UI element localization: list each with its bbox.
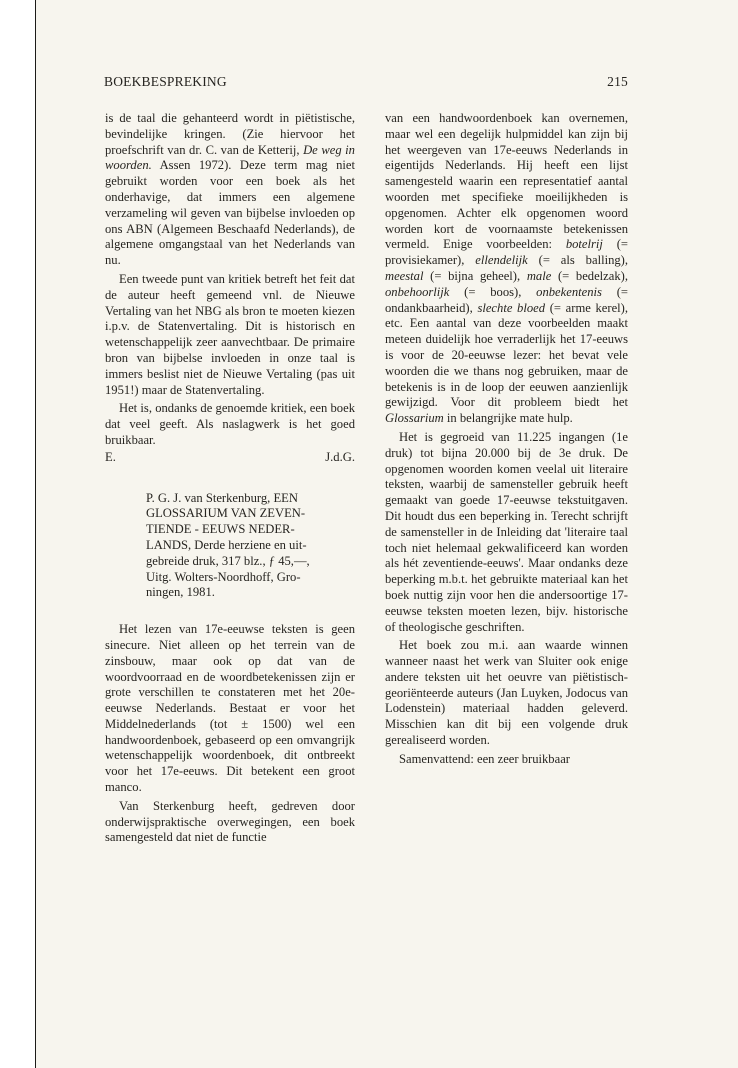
paragraph: Een tweede punt van kritiek betreft het feit dat de auteur heeft gemeend vnl. de Nieuwe Vertaling van het NBG als bron te moeten kiezen i.p.v. de Statenvertaling. Dit is historisch en wetenschappelijk zeer aanvechtbaar. De primaire bron van bijbelse invloeden in onze taal is immers beslist niet de Nieuwe Vertaling (pas uit 1951!) maar de Statenvertaling. xyxy=(105,271,355,397)
italic-term: onbehoorlijk xyxy=(385,284,450,299)
italic-term: De weg in woorden. xyxy=(105,142,355,173)
book-ref-line: ningen, 1981. xyxy=(146,585,215,600)
italic-term: ellendelijk xyxy=(475,253,528,268)
running-header xyxy=(104,74,628,94)
italic-term: male xyxy=(526,268,552,283)
reviewer-initials: J.d.G. xyxy=(325,449,355,464)
paragraph: Samenvattend: een zeer bruikbaar xyxy=(399,751,570,766)
paragraph: Het is, ondanks de genoemde kritiek, een boek dat veel geeft. Als naslagwerk is het goed bruikbaar. xyxy=(105,401,355,447)
book-reference xyxy=(146,491,356,602)
italic-term: Glossarium xyxy=(385,411,444,426)
paragraph: Van Sterkenburg heeft, gedreven door onderwijspraktische overwegingen, een boek samengesteld dat niet de functie xyxy=(105,798,355,845)
italic-term: meestal xyxy=(385,268,424,283)
page xyxy=(36,0,738,1068)
italic-term: onbekentenis xyxy=(536,284,602,299)
book-ref-line: GLOSSARIUM VAN ZEVEN- xyxy=(146,506,306,521)
paragraph: Het lezen van 17e-eeuwse teksten is geen sinecure. Niet alleen op het terrein van de zinsbouw, maar ook op dat van de woordvoorraad en de woordbetekenissen zijn er grote verschillen te constateren met het 20e-eeuwse Nederlands. Bestaat er voor het Middelnederlands (tot ± 1500) wel een handwoordenboek, gebaseerd op een omvangrijk wetenschappelijk woordenboek, dit ontbreekt voor het 17e-eeuws. Dit betekent een groot manco. xyxy=(105,622,355,795)
book-ref-line: gebreide druk, 317 blz., ƒ 45,—, xyxy=(146,553,310,568)
section-title: BOEKBESPREKING xyxy=(104,74,227,89)
book-ref-line: Uitg. Wolters-Noordhoff, Gro- xyxy=(146,569,301,584)
book-ref-line: P. G. J. van Sterkenburg, EEN xyxy=(146,490,298,505)
paragraph: Het is gegroeid van 11.225 ingangen (1e druk) tot bijna 20.000 bij de 3e druk. De opgenomen woorden komen veelal uit literaire teksten, waarbij de samensteller gebruik heeft gemaakt van goede 17-eeuwse tekstuitgaven. Dit houdt dus een beperking in. Terecht schrijft de samensteller in de Inleiding dat 'literaire taal toch niet helemaal gekwalificeerd kan worden als hét zeventiende-eeuws'. Maar ondanks deze beperking m.b.t. het gebruikte materiaal kan het boek nuttig zijn voor hen die andersoortige 17-eeuwse teksten moeten lezen, bijv. historische of theologische geschriften. xyxy=(385,429,628,634)
review-signature xyxy=(105,450,355,466)
signature-initial: E. xyxy=(105,449,116,464)
italic-term: botelrij xyxy=(565,237,603,252)
book-ref-line: LANDS, Derde herziene en uit- xyxy=(146,537,307,552)
page-number: 215 xyxy=(607,74,628,89)
italic-term: slechte bloed xyxy=(477,300,546,315)
paragraph: is de taal die gehanteerd wordt in piëtistische, bevindelijke kringen. (Zie hiervoor het proefschrift van dr. C. van de Ketterij, De weg in woorden. Assen 1972). Deze term mag niet gebruikt worden voor een boek als het onderhavige, dat immers een algemene verzameling wil geven van bijbelse invloeden op ons ABN (Algemeen Beschaafd Nederlands), de algemene omgangstaal van het Nederlands van nu. xyxy=(105,111,355,268)
paragraph: Het boek zou m.i. aan waarde winnen wanneer naast het werk van Sluiter ook enige andere teksten uit het oeuvre van piëtistisch-georiënteerde auteurs (Jan Luyken, Jodocus van Lodenstein) materiaal hadden geleverd. Misschien kan dit bij een volgende druk gerealiseerd worden. xyxy=(385,638,628,748)
left-column xyxy=(105,111,355,846)
right-column xyxy=(385,111,628,768)
paragraph: van een handwoordenboek kan overnemen, maar wel een degelijk hulpmiddel kan zijn bij het weergeven van 17e-eeuws Nederlands in eigentijds Nederlands. Hij heeft een lijst samengesteld waarin een representatief aantal woorden met specifieke moeilijkheden is opgenomen. Achter elk opgenomen woord worden kort de voornaamste betekenissen vermeld. Enige voorbeelden: botelrij (= provisiekamer), ellendelijk (= als balling), meestal (= bijna geheel), male (= bedelzak), onbehoorlijk (= boos), onbekentenis (= ondankbaarheid), slechte bloed (= arme kerel), etc. Een aantal van deze voorbeelden maakt meteen duidelijk hoe verraderlijk het 17-eeuws is voor de 20-eeuwse lezer: het bevat vele woorden die we thans nog gebruiken, maar de betekenis is in de loop der eeuwen aanzienlijk gewijzigd. Voor dit probleem biedt het Glossarium in belangrijke mate hulp. xyxy=(385,111,629,426)
book-ref-line: TIENDE - EEUWS NEDER- xyxy=(146,522,295,537)
